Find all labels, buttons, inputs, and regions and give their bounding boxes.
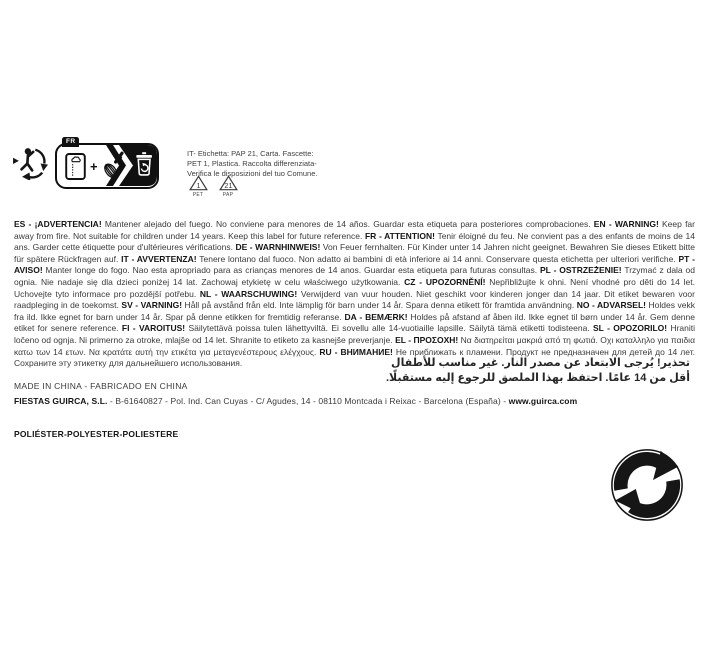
info-tri-box [55, 138, 159, 189]
arabic-warning-label: تحذير! [656, 357, 690, 369]
recycle-material-label: PAP [222, 191, 234, 198]
plus-sign: + [90, 158, 98, 174]
warnings-paragraph: ES - ¡ADVERTENCIA! Mantener alejado del fuego. No conviene para menores de 14 años. Guardar esta etiqueta para posteriores comprobaciones. EN - WARNING! Keep far away from fire. Not suitable for children under 14 years. Keep this label for future reference. FR - ATTENTION! Tenir éloigné du feu. Ne convient pas a des enfants de moins de 14 ans. Garder cette étiquette pour d'ultérieures vérifications. DE - WARNHINWEIS! Von Feuer fernhalten. Für Kinder unter 14 Jahren nicht geeignet. Bewahren Sie dieses Etikett bitte für spätere Rückfragen auf. IT - AVVERTENZA! Tenere lontano dal fuoco. Non adatto ai bambini di età inferiore ai 14 anni. Conservare questa etichetta per ulteriori verifiche. PT - AVISO! Manter longe do fogo. Nao esta apropriado para as crianças menores de 14 anos. Guardar esta etiqueta para futuras consultas. PL - OSTRZEŻENIE! Trzymać z dala od ognia. Nie nadaje się dla dzieci poniżej 14 lat. Zachowaj etykietę w celu właściwego użytkowania. CZ - UPOZORNĚNÍ! Nepřibližujte k ohni. Není vhodné pro děti do 14 let. Uchovejte tyto informace pro pozdější potřebu. NL - WAARSCHUWING! Verwijderd van vuur houden. Niet geschikt voor kinderen jonger dan 14 jaar. Dit etiket bewaren voor raadpleging in de toekomst. SV - VARNING! Håll på avstånd från eld. Inte lämplig för barn under 14 år. Spara denna etikett för framtida användning. NO - ADVARSEL! Holdes vekk fra ild. Ikke egnet for barn under 14 år. Spar på denne etikken for fremtidig referanse. DA - BEMÆRK! Holdes på afstand af åben ild. Ikke egnet til børn under 14 år. Gem denne etiket for senere reference. FI - VAROITUS! Säilytettävä poissa tulen lähettyviltä. Ei sovellu alle 14-vuotiaille lapsille. Säilytä tämä etiketti todisteena. SL - OPOZORILO! Hraniti ločeno od ognja. Ni primerno za otroke, mlajše od 14 let. Shranite to etiketo za kasnejše preverjanje. EL - ΠΡΟΣΟΧΗ! Να διατηρείται μακριά από τη φωτιά. Οχι καταλληλο για παιδια κατω των 14 ετων. Να κρατάτε αυτή την ετικέτα για μεταγενέστερους ελέγχους. RU - ВНИМАНИЕ! Не приближать к пламени. Продукт не предназначен для детей до 14 лет. Сохраните эту этикетку для дальнейшего использования. [14, 219, 696, 369]
company-line [14, 396, 577, 406]
recycle-triangle-pap [218, 175, 238, 198]
it-note-line: Verifica le disposizioni del tuo Comune. [187, 168, 318, 178]
recycle-bin-icon [106, 144, 158, 187]
company-website: www.guirca.com [508, 396, 578, 406]
recycle-triangle-pet [188, 175, 208, 198]
company-details: - B-61640827 - Pol. Ind. Can Cuyas - C/ Agudes, 14 - 08110 Montcada i Reixac - Barcelona (España) - [107, 396, 509, 406]
green-dot-recycling-icon [608, 446, 686, 524]
it-disposal-note [187, 149, 352, 178]
company-name: FIESTAS GUIRCA, S.L. [14, 396, 108, 406]
svg-text:1: 1 [195, 181, 201, 190]
arabic-warning-text: يُرجى الابتعاد عن مصدر النار. غير مناسب للأطفال أقل من 14 عامًا. احتفظ بهذا الملصق للرجوع إليه مستقبلًا. [385, 357, 690, 384]
recycle-material-label: PET [192, 191, 204, 198]
recycle-codes [188, 175, 238, 198]
svg-text:21: 21 [223, 181, 233, 190]
it-note-line: PET 1, Plastica. Raccolta differenziata- [187, 158, 317, 168]
fr-country-tag: FR [62, 137, 79, 147]
it-note-line: IT- Etichetta: PAP 21, Carta. Fascette: [187, 149, 314, 158]
triman-recycling-icon [12, 146, 48, 180]
made-in-line: MADE IN CHINA - FABRICADO EN CHINA [14, 381, 188, 391]
arabic-warning [378, 356, 690, 386]
tag-label-icon [65, 152, 86, 181]
material-line: POLIÉSTER-POLYESTER-POLIESTERE [14, 429, 179, 439]
